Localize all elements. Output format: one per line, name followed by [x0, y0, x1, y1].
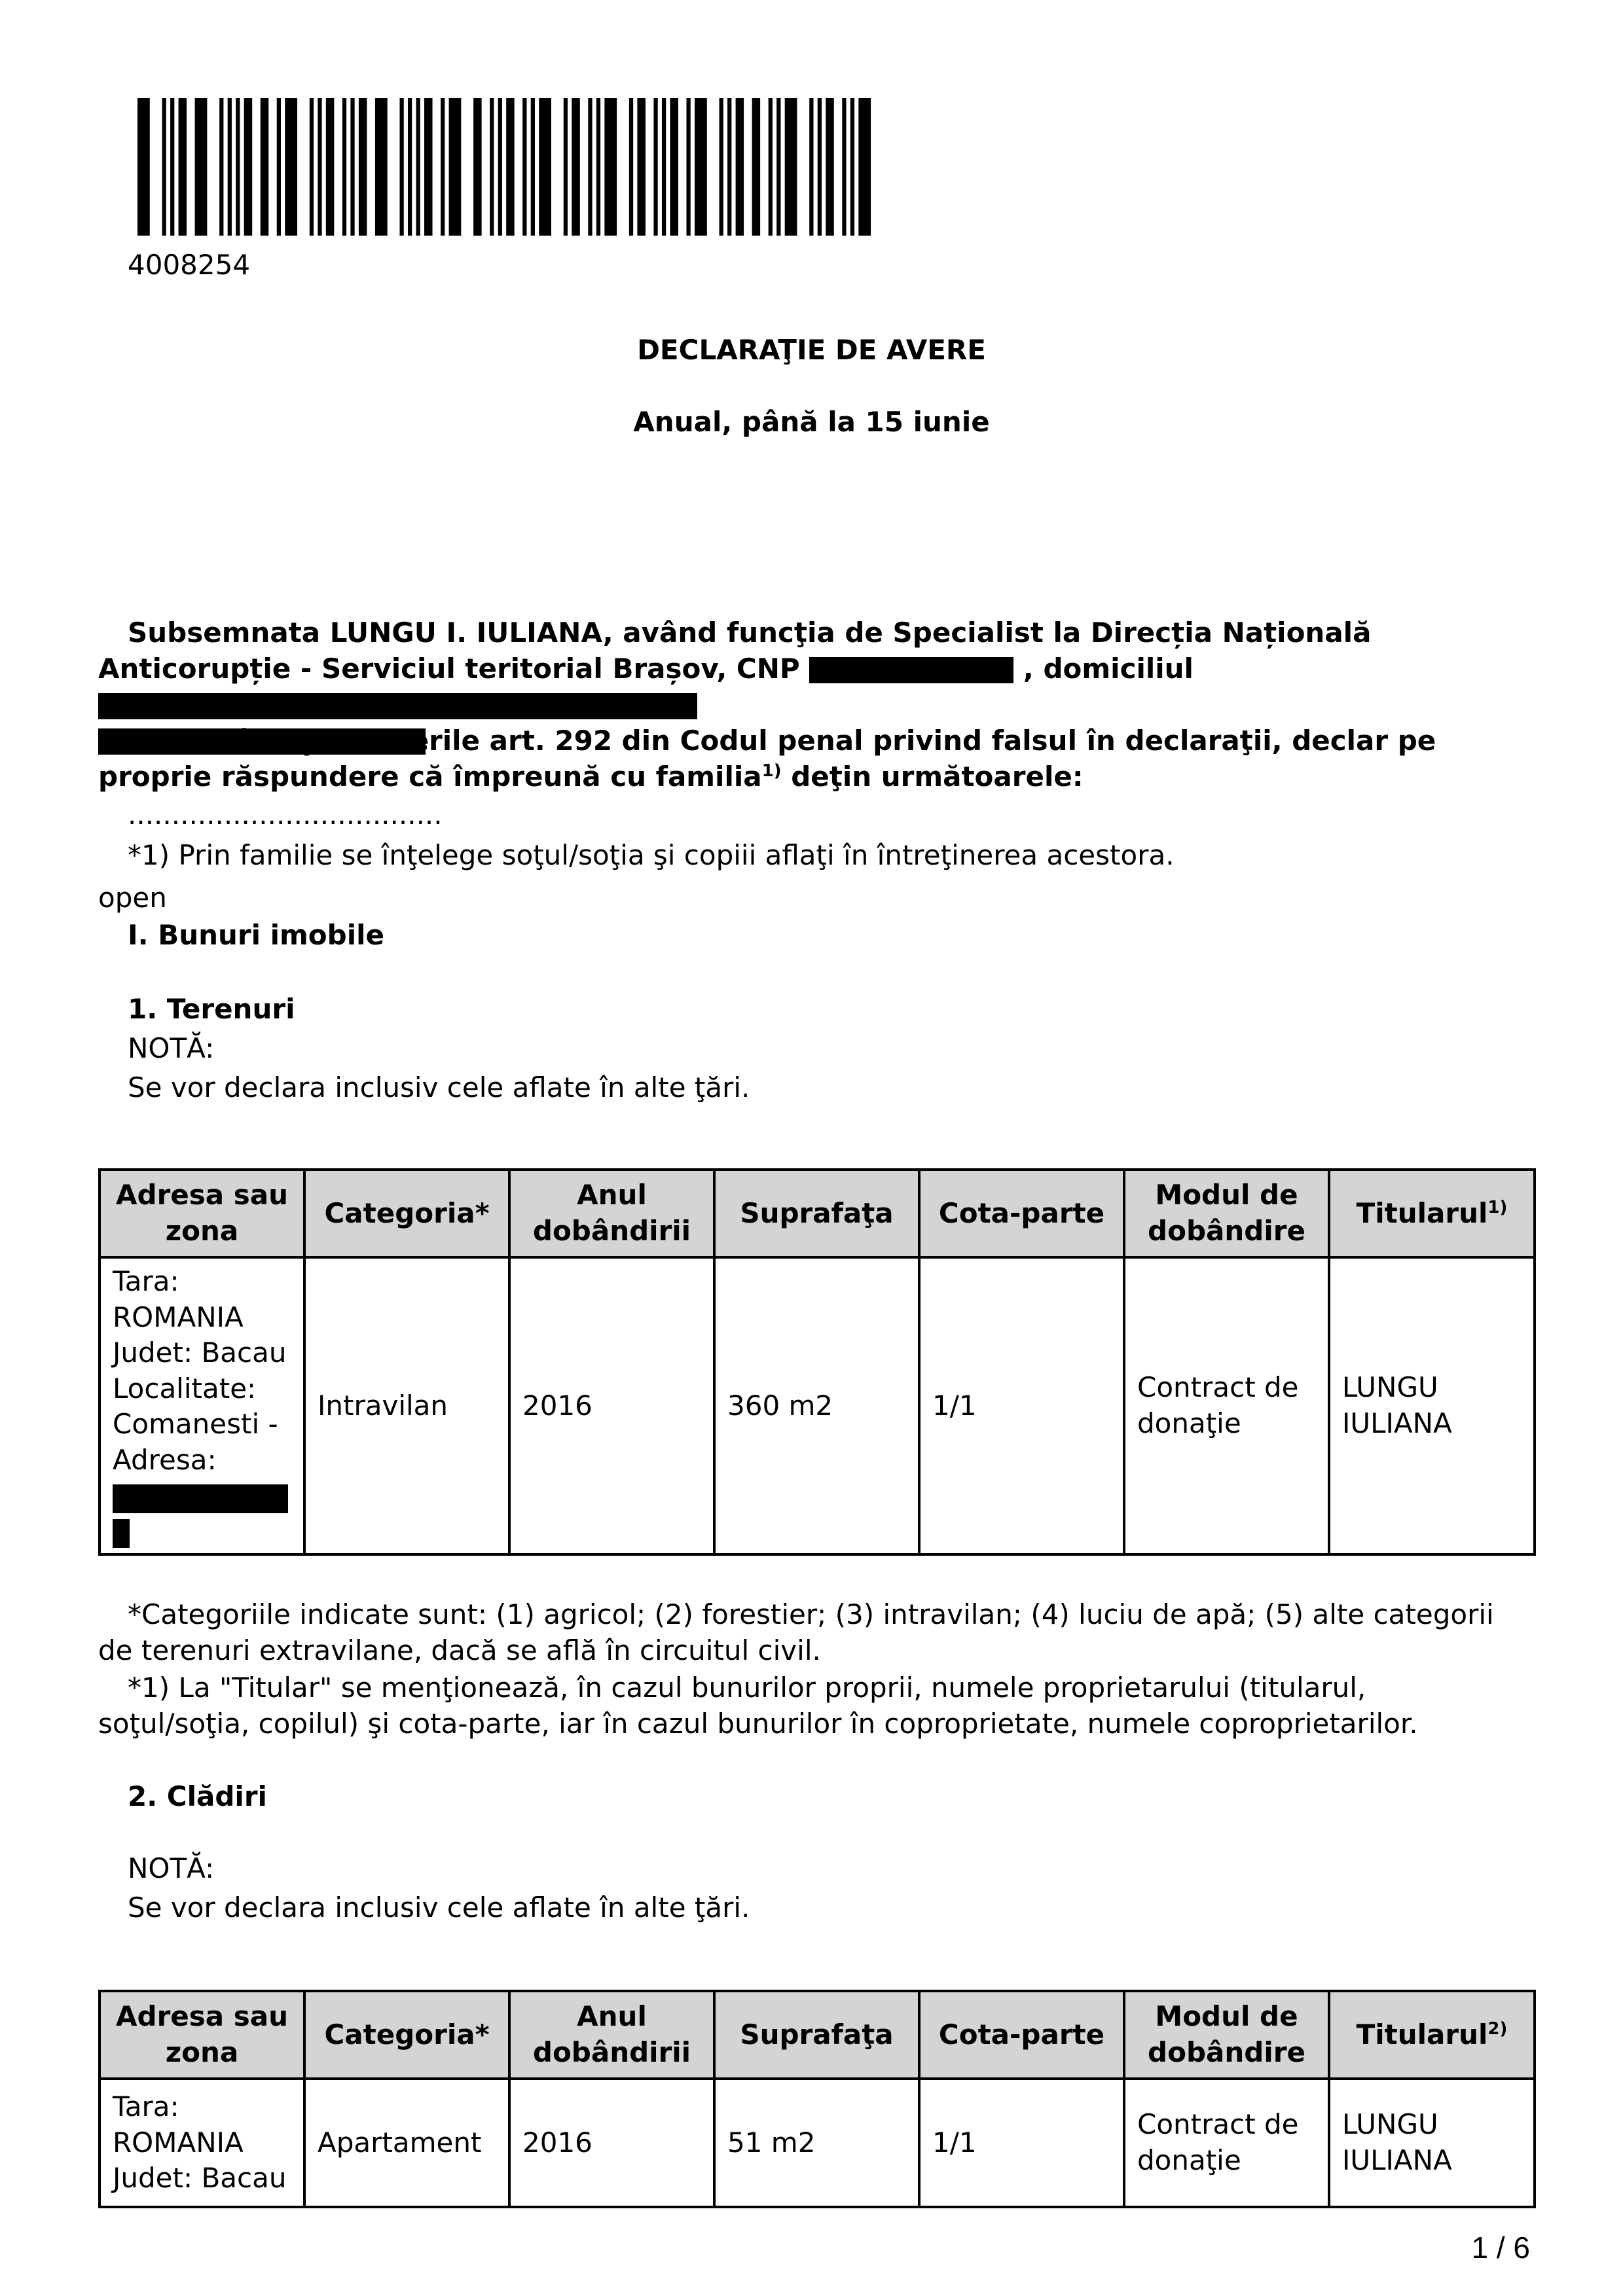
document-title: DECLARAŢIE DE AVERE	[637, 334, 986, 366]
declaration-text-a: cunoscând prevederile art. 292 din Codul penal privind falsul în declaraţii, declar pe proprie răspundere că împreună cu familia	[98, 725, 1436, 793]
cell-mode: Contract de donaţie	[1124, 2079, 1329, 2207]
footnote-ref: 1)	[761, 761, 782, 781]
cell-mode: Contract de donaţie	[1124, 1257, 1329, 1554]
cell-area: 360 m2	[714, 1257, 919, 1554]
cell-area: 51 m2	[714, 2079, 919, 2207]
redacted-cnp	[809, 657, 1013, 683]
redacted-address	[98, 693, 697, 719]
document-subtitle: Anual, până la 15 iunie	[633, 406, 990, 438]
redacted-land-address	[113, 1484, 288, 1513]
cell-address: Tara: ROMANIA Judet: Bacau Localitate: Comanesti - Adresa:	[100, 1257, 304, 1554]
declaration-paragraph	[98, 723, 1525, 795]
cell-category: Intravilan	[304, 1257, 509, 1554]
subsection-cladiri: 2. Clădiri	[128, 1780, 267, 1812]
titular-note: *1) La "Titular" se menţionează, în cazul bunurilor proprii, numele proprietarului (titularul, soţul/soţia, copilul) şi cota-parte, iar în cazul bunurilor în coproprietate, numele coproprietarilor.	[98, 1672, 1418, 1740]
dots-line: ....................................	[128, 798, 443, 831]
barcode	[137, 98, 884, 236]
table-row	[100, 1257, 1535, 1554]
cell-category: Apartament	[304, 2079, 509, 2207]
header-area: Suprafaţa	[714, 1170, 919, 1257]
cladiri-table	[98, 1990, 1536, 2208]
header-mode: Modul de dobândire	[1124, 1170, 1329, 1257]
header-category: Categoria*	[304, 1170, 509, 1257]
header-year: Anul dobândirii	[509, 1991, 714, 2079]
header-address: Adresa sau zona	[100, 1991, 304, 2079]
open-label: open	[98, 882, 167, 914]
cell-year: 2016	[509, 2079, 714, 2207]
intro-text-1: Subsemnata LUNGU I. IULIANA, având funcţia de Specialist la Direcția Națională Anticorupție - Serviciul teritorial Brașov, CNP	[98, 617, 1372, 685]
header-year: Anul dobândirii	[509, 1170, 714, 1257]
header-owner: Titularul$^{1)}$	[1329, 1170, 1535, 1257]
family-note: *1) Prin familie se înţelege soţul/soţia şi copiii aflaţi în întreţinerea acestora.	[128, 839, 1175, 871]
table-header-row	[100, 1170, 1535, 1257]
declaration-text-b: deţin următoarele:	[791, 760, 1084, 793]
header-share: Cota-parte	[919, 1991, 1124, 2079]
nota-text-1: Se vor declara inclusiv cele aflate în alte ţări.	[128, 1071, 750, 1103]
cell-share: 1/1	[919, 2079, 1124, 2207]
terenuri-table	[98, 1168, 1536, 1556]
header-category: Categoria*	[304, 1991, 509, 2079]
table-header-row	[100, 1991, 1535, 2079]
nota-label-1: NOTĂ:	[128, 1032, 215, 1064]
table-row	[100, 2079, 1535, 2207]
header-area: Suprafaţa	[714, 1991, 919, 2079]
redacted-land-address-cont	[113, 1519, 130, 1548]
intro-text-2: , domiciliul	[1023, 652, 1194, 685]
cell-owner: LUNGU IULIANA	[1329, 1257, 1535, 1554]
cell-year: 2016	[509, 1257, 714, 1554]
subsection-terenuri: 1. Terenuri	[128, 993, 295, 1025]
nota-label-2: NOTĂ:	[128, 1852, 215, 1884]
barcode-number: 4008254	[128, 249, 251, 281]
header-share: Cota-parte	[919, 1170, 1124, 1257]
nota-text-2: Se vor declara inclusiv cele aflate în alte ţări.	[128, 1892, 750, 1924]
header-address: Adresa sau zona	[100, 1170, 304, 1257]
cell-share: 1/1	[919, 1257, 1124, 1554]
cell-address: Tara: ROMANIA Judet: Bacau	[100, 2079, 304, 2207]
header-owner: Titularul$^{2)}$	[1329, 1991, 1535, 2079]
header-mode: Modul de dobândire	[1124, 1991, 1329, 2079]
section-bunuri-imobile: I. Bunuri imobile	[128, 919, 385, 951]
cell-owner: LUNGU IULIANA	[1329, 2079, 1535, 2207]
categories-note: *Categoriile indicate sunt: (1) agricol; (2) forestier; (3) intravilan; (4) luciu de apă; (5) alte categorii de terenuri extravilane, dacă se află în circuitul civil.	[98, 1598, 1494, 1666]
page-number: 1 / 6	[1471, 2231, 1530, 2265]
